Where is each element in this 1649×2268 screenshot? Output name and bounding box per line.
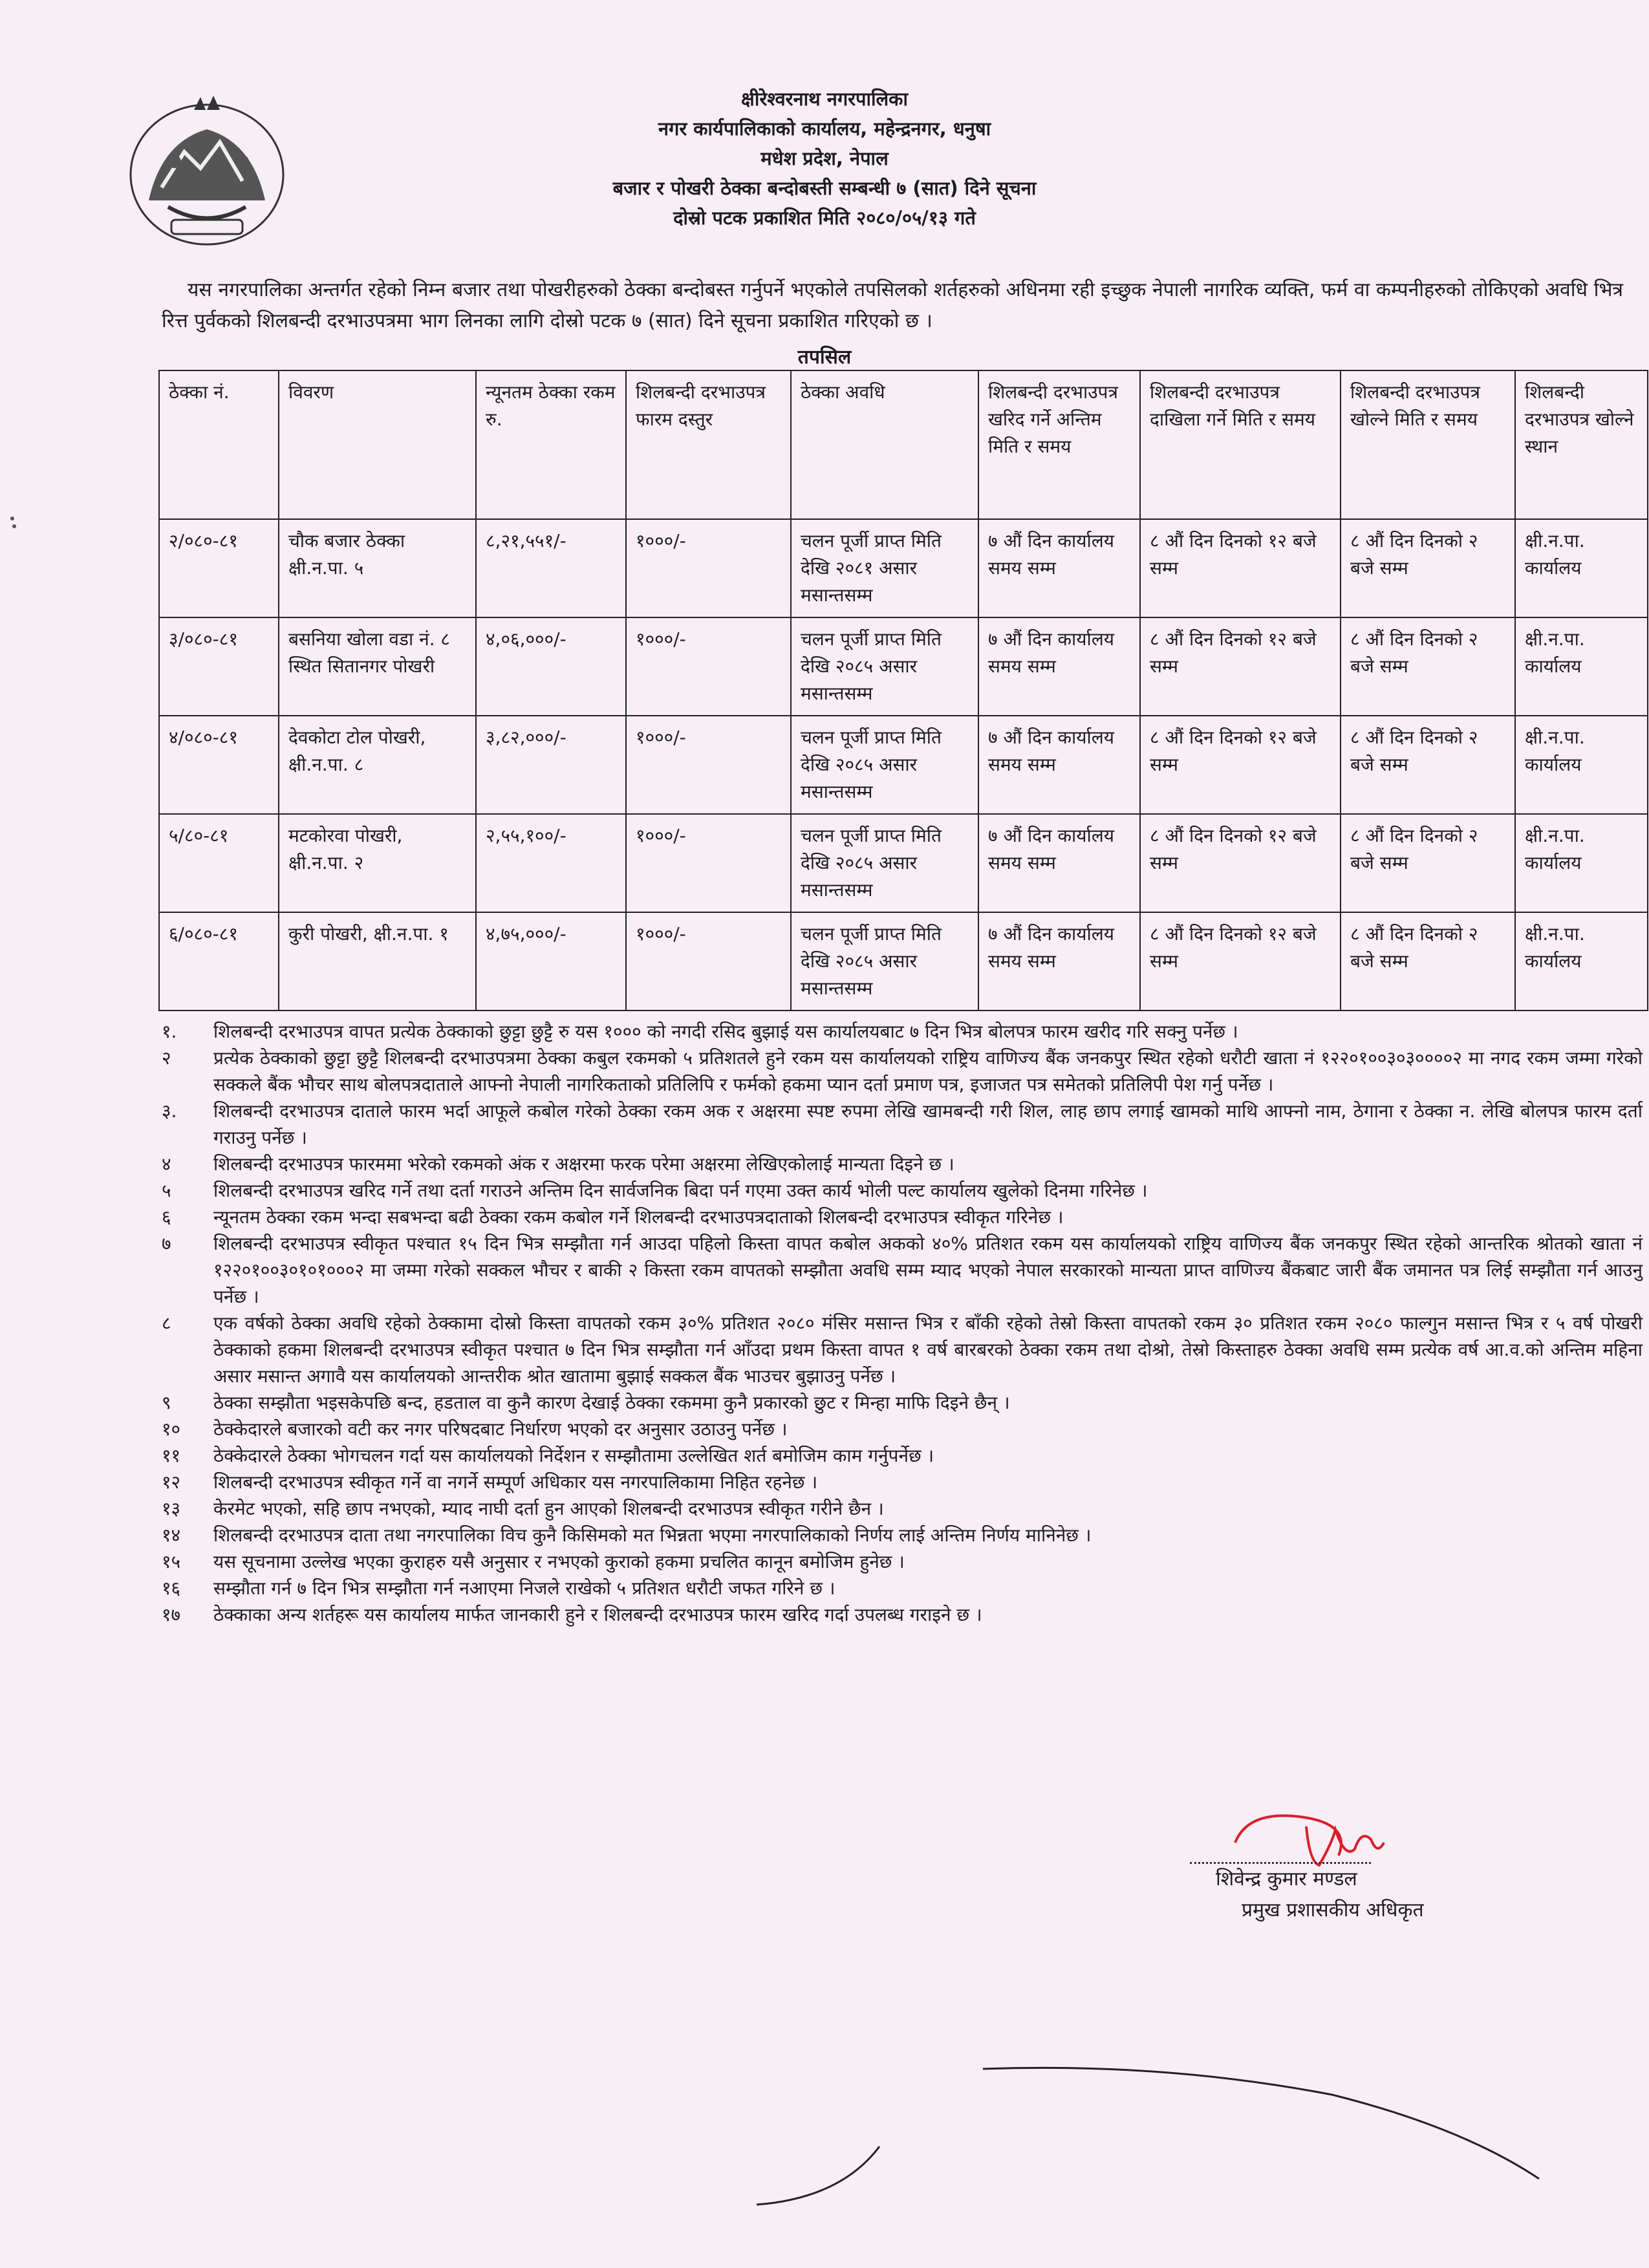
condition-item [155, 1416, 1643, 1442]
condition-number: २ [162, 1047, 171, 1069]
table-cell: ७ औं दिन कार्यालय समय सम्म [978, 814, 1140, 912]
table-cell: १०००/- [626, 912, 791, 1011]
table-cell: ७ औं दिन कार्यालय समय सम्म [978, 519, 1140, 617]
table-cell: ४,०६,०००/- [476, 617, 626, 716]
conditions-list [155, 1018, 1643, 1628]
condition-item [155, 1151, 1643, 1177]
table-cell: कुरी पोखरी, क्षी.न.पा. १ [279, 912, 476, 1011]
header-cell: ठेक्का नं. [159, 370, 279, 519]
condition-number: १५ [162, 1551, 181, 1572]
header-cell: शिलबन्दी दरभाउपत्र खोल्ने मिति र समय [1341, 370, 1515, 519]
table-cell: क्षी.न.पा. कार्यालय [1515, 519, 1648, 617]
condition-text: ठेक्का सम्झौता भइसकेपछि बन्द, हडताल वा कुनै कारण देखाई ठेक्का रकममा कुनै प्रकारको छुट र मिन्हा माफि दिइने छैन् । [213, 1392, 1010, 1413]
table-row [159, 617, 1648, 716]
condition-text: शिलबन्दी दरभाउपत्र फारममा भरेको रकमको अंक र अक्षरमा फरक परेमा अक्षरमा लेखिएकोलाई मान्यता दिइने छ । [213, 1153, 954, 1175]
header-cell: शिलबन्दी दरभाउपत्र खरिद गर्ने अन्तिम मिति र समय [978, 370, 1140, 519]
header-cell: ठेक्का अवधि [791, 370, 978, 519]
condition-text: प्रत्येक ठेक्काको छुट्टा छुट्टै शिलबन्दी दरभाउपत्रमा ठेक्का कबुल रकमको ५ प्रतिशतले हुने रकम यस कार्यालयको राष्ट्रिय वाणिज्य बैंक जनकपुर स्थित रहेको धरौटी खाता नं १२२०१००३०३००००२ मा नगद रकम जम्मा गरेको सक्कले बैंक भौचर साथ बोलपत्रदाताले आफ्नो नेपाली नागरिकताको प्रतिलिपि र फर्मको हकमा प्यान दर्ता प्रमाण पत्र, इजाजत पत्र समेतको प्रतिलिपी पेश गर्नु पर्नेछ । [213, 1047, 1643, 1095]
table-cell: ७ औं दिन कार्यालय समय सम्म [978, 617, 1140, 716]
condition-number: ७ [162, 1233, 171, 1254]
hole-punch-mark-icon [3, 511, 22, 537]
condition-text: शिलबन्दी दरभाउपत्र स्वीकृत पश्चात १५ दिन भित्र सम्झौता गर्न आउदा पहिलो किस्ता वापत कबोल अकको ४०% प्रतिशत रकम यस कार्यालयको राष्ट्रिय वाणिज्य बैंक जनकपुर स्थित रहेको आन्तरिक श्रोतको खाता नं १२२०१००३०१०१०००२ मा जम्मा गरेको सक्कल भौचर र बाकी २ किस्ता रकम वापतको सम्झौता अवधि सम्म म्याद भएको नेपाल सरकारको मान्यता प्राप्त वाणिज्य बैंकबाट जारी बैंक जमानत पत्र लिई सम्झौता गर्न आउनु पर्नेछ । [213, 1233, 1643, 1307]
table-cell: ८ औं दिन दिनको १२ बजे सम्म [1140, 912, 1341, 1011]
condition-text: ठेक्केदारले ठेक्का भोगचलन गर्दा यस कार्यालयको निर्देशन र सम्झौतामा उल्लेखित शर्त बमोजिम काम गर्नुपर्नेछ । [213, 1445, 934, 1466]
header-cell: विवरण [279, 370, 476, 519]
condition-item [155, 1177, 1643, 1204]
condition-number: १० [162, 1418, 181, 1440]
table-cell: ८ औं दिन दिनको १२ बजे सम्म [1140, 519, 1341, 617]
table-cell: ८,२१,५५१/- [476, 519, 626, 617]
header-cell: शिलबन्दी दरभाउपत्र फारम दस्तुर [626, 370, 791, 519]
signatory-name: शिवेन्द्र कुमार मण्डल [1216, 1868, 1357, 1890]
signature-block [1164, 1849, 1552, 1926]
condition-text: एक वर्षको ठेक्का अवधि रहेको ठेक्कामा दोस्रो किस्ता वापतको रकम ३०% प्रतिशत २०८० मंसिर मसान्त भित्र र बाँकी रहेको तेस्रो किस्ता वापतको रकम ३० प्रतिशत रकम २०८० फाल्गुन मसान्त भित्र र ५ वर्ष पोखरी ठेक्काको हकमा शिलबन्दी दरभाउपत्र स्वीकृत पश्चात ७ दिन भित्र सम्झौता गर्न आँउदा प्रथम किस्ता वापत १ वर्ष बारबरको ठेक्का रकम तथा दोश्रो, तेस्रो किस्ताहरु ठेक्का अवधि सम्म प्रत्येक वर्ष आ.व.को अन्तिम महिना असार मसान्त अगावै यस कार्यालयको आन्तरीक श्रोत खातामा बुझाई सक्कल बैंक भाउचर बुझाउनु पर्नेछ । [213, 1312, 1643, 1387]
condition-item [155, 1204, 1643, 1230]
condition-item [155, 1495, 1643, 1522]
condition-text: ठेक्काका अन्य शर्तहरू यस कार्यालय मार्फत जानकारी हुने र शिलबन्दी दरभाउपत्र फारम खरिद गर्दा उपलब्ध गराइने छ । [213, 1604, 982, 1625]
condition-number: ८ [162, 1312, 171, 1334]
table-cell: चलन पूर्जी प्राप्त मिति देखि २०८५ असार मसान्तसम्म [791, 814, 978, 912]
condition-number: १४ [162, 1524, 181, 1546]
table-cell: ८ औं दिन दिनको २ बजे सम्म [1341, 716, 1515, 814]
condition-text: यस सूचनामा उल्लेख भएका कुराहरु यसै अनुसार र नभएको कुराको हकमा प्रचलित कानून बमोजिम हुनेछ । [213, 1551, 905, 1572]
table-cell: क्षी.न.पा. कार्यालय [1515, 617, 1648, 716]
condition-text: शिलबन्दी दरभाउपत्र स्वीकृत गर्ने वा नगर्ने सम्पूर्ण अधिकार यस नगरपालिकामा निहित रहनेछ । [213, 1471, 818, 1493]
office-name: नगर कार्यपालिकाको कार्यालय, महेन्द्रनगर, धनुषा [658, 118, 991, 140]
condition-text: सम्झौता गर्न ७ दिन भित्र सम्झौता गर्न नआएमा निजले राखेको ५ प्रतिशत धरौटी जफत गरिने छ । [213, 1578, 835, 1599]
table-row [159, 814, 1648, 912]
table-cell: १०००/- [626, 519, 791, 617]
intro-paragraph: यस नगरपालिका अन्तर्गत रहेको निम्न बजार तथा पोखरीहरुको ठेक्का बन्दोबस्त गर्नुपर्ने भएकोले तपसिलको शर्तहरुको अधिनमा रही इच्छुक नेपाली नागरिक व्यक्ति, फर्म वा कम्पनीहरुको तोकिएको अवधि भित्र रित्त पुर्वकको शिलबन्दी दरभाउपत्रमा भाग लिनका लागि दोस्रो पटक ७ (सात) दिने सूचना प्रकाशित गरिएको छ । [162, 279, 1623, 332]
table-cell: क्षी.न.पा. कार्यालय [1515, 912, 1648, 1011]
signature-line [1190, 1849, 1371, 1864]
province-name: मधेश प्रदेश, नेपाल [760, 147, 889, 169]
condition-item [155, 1389, 1643, 1416]
table-cell: ८ औं दिन दिनको २ बजे सम्म [1341, 814, 1515, 912]
condition-text: केरमेट भएको, सहि छाप नभएको, म्याद नाघी दर्ता हुन आएको शिलबन्दी दरभाउपत्र स्वीकृत गरीने छैन । [213, 1498, 884, 1519]
table-cell: ७ औं दिन कार्यालय समय सम्म [978, 716, 1140, 814]
table-cell: ४/०८०-८१ [159, 716, 279, 814]
condition-number: ४ [162, 1153, 171, 1175]
table-cell: ८ औं दिन दिनको १२ बजे सम्म [1140, 814, 1341, 912]
condition-text: शिलबन्दी दरभाउपत्र दाताले फारम भर्दा आफूले कबोल गरेको ठेक्का रकम अक र अक्षरमा स्पष्ट रुपमा लेखि खामबन्दी गरी शिल, लाह छाप लगाई खामको माथि आफ्नो नाम, ठेगाना र ठेक्का न. लेखि बोलपत्र फारम दर्ता गराउनु पर्नेछ । [213, 1100, 1643, 1148]
condition-number: १३ [162, 1498, 181, 1519]
table-cell: चौक बजार ठेक्का क्षी.न.पा. ५ [279, 519, 476, 617]
table-row [159, 912, 1648, 1011]
header-cell: शिलबन्दी दरभाउपत्र खोल्ने स्थान [1515, 370, 1648, 519]
table-cell: १०००/- [626, 716, 791, 814]
table-row [159, 519, 1648, 617]
table-cell: २,५५,१००/- [476, 814, 626, 912]
condition-number: ३. [162, 1100, 177, 1122]
table-header-row [159, 370, 1648, 519]
table-cell: ५/८०-८१ [159, 814, 279, 912]
condition-item [155, 1018, 1643, 1045]
table-cell: १०००/- [626, 814, 791, 912]
condition-item [155, 1310, 1643, 1389]
condition-number: ६ [162, 1206, 171, 1228]
notice-title: बजार र पोखरी ठेक्का बन्दोबस्ती सम्बन्धी ७ (सात) दिने सूचना [612, 177, 1037, 199]
condition-item [155, 1575, 1643, 1601]
signatory-title: प्रमुख प्रशासकीय अधिकृत [1242, 1899, 1424, 1921]
table-cell: मटकोरवा पोखरी, क्षी.न.पा. २ [279, 814, 476, 912]
table-cell: ३/०८०-८१ [159, 617, 279, 716]
table-row [159, 716, 1648, 814]
condition-item [155, 1469, 1643, 1495]
table-cell: चलन पूर्जी प्राप्त मिति देखि २०८१ असार मसान्तसम्म [791, 519, 978, 617]
pen-stroke-icon [744, 2134, 912, 2211]
table-cell: ३,८२,०००/- [476, 716, 626, 814]
table-cell: १०००/- [626, 617, 791, 716]
table-cell: क्षी.न.पा. कार्यालय [1515, 814, 1648, 912]
condition-text: शिलबन्दी दरभाउपत्र दाता तथा नगरपालिका विच कुनै किसिमको मत भिन्नता भएमा नगरपालिकाको निर्णय लाई अन्तिम निर्णय मानिनेछ । [213, 1524, 1092, 1546]
condition-number: ५ [162, 1180, 171, 1201]
table-cell: ६/०८०-८१ [159, 912, 279, 1011]
condition-number: १६ [162, 1578, 181, 1599]
table-caption: तपसिल [797, 346, 852, 369]
condition-text: शिलबन्दी दरभाउपत्र खरिद गर्ने तथा दर्ता गराउने अन्तिम दिन सार्वजनिक बिदा पर्न गएमा उक्त कार्य भोली पल्ट कार्यालय खुलेको दिनमा गरिनेछ । [213, 1180, 1148, 1201]
table-cell: ८ औं दिन दिनको १२ बजे सम्म [1140, 617, 1341, 716]
table-cell: ७ औं दिन कार्यालय समय सम्म [978, 912, 1140, 1011]
document-header [0, 84, 1649, 233]
condition-text: शिलबन्दी दरभाउपत्र वापत प्रत्येक ठेक्काको छुट्टा छुट्टै रु यस १००० को नगदी रसिद बुझाई यस कार्यालयबाट ७ दिन भित्र बोलपत्र फारम खरीद गरि सक्नु पर्नेछ । [213, 1021, 1238, 1042]
tender-table [158, 370, 1648, 1011]
condition-item [155, 1098, 1643, 1151]
table-cell: ८ औं दिन दिनको २ बजे सम्म [1341, 519, 1515, 617]
table-cell: चलन पूर्जी प्राप्त मिति देखि २०८५ असार मसान्तसम्म [791, 912, 978, 1011]
condition-number: १२ [162, 1471, 181, 1493]
table-cell: ८ औं दिन दिनको १२ बजे सम्म [1140, 716, 1341, 814]
table-cell: चलन पूर्जी प्राप्त मिति देखि २०८५ असार मसान्तसम्म [791, 716, 978, 814]
condition-number: १७ [162, 1604, 181, 1625]
condition-number: १. [162, 1021, 177, 1042]
table-cell: ८ औं दिन दिनको २ बजे सम्म [1341, 617, 1515, 716]
header-cell: शिलबन्दी दरभाउपत्र दाखिला गर्ने मिति र समय [1140, 370, 1341, 519]
table-cell: क्षी.न.पा. कार्यालय [1515, 716, 1648, 814]
publication-date: दोस्रो पटक प्रकाशित मिति २०८०/०५/१३ गते [673, 207, 976, 229]
condition-text: ठेक्केदारले बजारको वटी कर नगर परिषदबाट निर्धारण भएको दर अनुसार उठाउनु पर्नेछ । [213, 1418, 788, 1440]
table-cell: बसनिया खोला वडा नं. ८ स्थित सितानगर पोखरी [279, 617, 476, 716]
condition-number: ९ [162, 1392, 171, 1413]
table-cell: २/०८०-८१ [159, 519, 279, 617]
condition-item [155, 1601, 1643, 1628]
table-cell: चलन पूर्जी प्राप्त मिति देखि २०८५ असार मसान्तसम्म [791, 617, 978, 716]
header-cell: न्यूनतम ठेक्का रकम रु. [476, 370, 626, 519]
condition-item [155, 1548, 1643, 1575]
table-cell: देवकोटा टोल पोखरी, क्षी.न.पा. ८ [279, 716, 476, 814]
condition-text: न्यूनतम ठेक्का रकम भन्दा सबभन्दा बढी ठेक्का रकम कबोल गर्ने शिलबन्दी दरभाउपत्रदाताको शिलबन्दी दरभाउपत्र स्वीकृत गरिनेछ । [213, 1206, 1064, 1228]
condition-item [155, 1442, 1643, 1469]
condition-item [155, 1230, 1643, 1310]
municipality-name: क्षीरेश्वरनाथ नगरपालिका [741, 88, 908, 110]
condition-item [155, 1522, 1643, 1548]
condition-number: ११ [162, 1445, 181, 1466]
table-cell: ८ औं दिन दिनको २ बजे सम्म [1341, 912, 1515, 1011]
pen-stroke-icon [970, 2056, 1552, 2185]
condition-item [155, 1045, 1643, 1098]
table-cell: ४,७५,०००/- [476, 912, 626, 1011]
